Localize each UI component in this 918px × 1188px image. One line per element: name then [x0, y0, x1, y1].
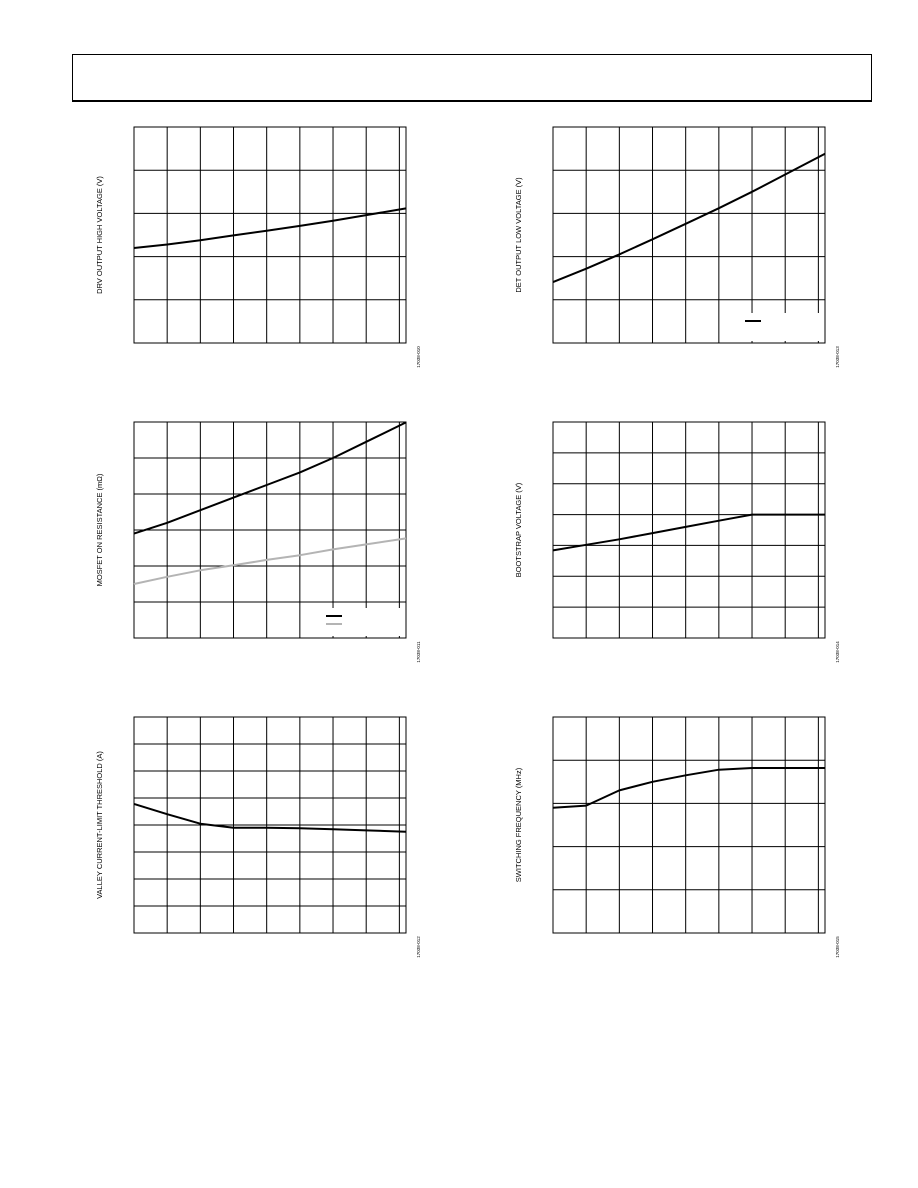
- figure-id: 17038-010: [416, 346, 421, 368]
- series-line-1: [134, 422, 406, 533]
- chart-panel-bootstrap-voltage: [507, 415, 847, 680]
- y-axis-label: SWITCHING FREQUENCY (MHz): [514, 767, 523, 883]
- series-line-1: [553, 154, 825, 282]
- plot-frame: [134, 127, 406, 343]
- plot-frame: [553, 422, 825, 638]
- chart-bootstrap-voltage: [507, 415, 847, 680]
- chart-panel-valley-current-limit-threshold: [88, 710, 428, 970]
- series-line-1: [553, 768, 825, 808]
- chart-panel-drv-output-high-voltage: [88, 120, 428, 380]
- page-header-box: [72, 54, 872, 102]
- chart-panel-mosfet-on-resistance: [88, 415, 428, 680]
- series-line-2: [134, 538, 406, 584]
- chart-mosfet-on-resistance: [88, 415, 428, 680]
- plot-frame: [553, 717, 825, 933]
- chart-switching-frequency: [507, 710, 847, 970]
- figure-id: 17038-014: [835, 641, 840, 663]
- series-line-1: [134, 804, 406, 832]
- y-axis-label: DET OUTPUT LOW VOLTAGE (V): [514, 177, 523, 293]
- figure-id: 17038-012: [416, 936, 421, 958]
- chart-panel-switching-frequency: [507, 710, 847, 970]
- figure-id: 17038-011: [416, 641, 421, 663]
- y-axis-label: MOSFET ON RESISTANCE (mΩ): [95, 473, 104, 587]
- chart-panel-det-output-low-voltage: [507, 120, 847, 380]
- y-axis-label: DRV OUTPUT HIGH VOLTAGE (V): [95, 176, 104, 294]
- figure-id: 17038-013: [835, 346, 840, 368]
- plot-frame: [553, 127, 825, 343]
- series-line-1: [134, 208, 406, 248]
- chart-det-output-low-voltage: [507, 120, 847, 380]
- legend-box: [737, 313, 823, 341]
- chart-drv-output-high-voltage: [88, 120, 428, 380]
- y-axis-label: BOOTSTRAP VOLTAGE (V): [514, 482, 523, 578]
- y-axis-label: VALLEY CURRENT-LIMIT THRESHOLD (A): [95, 751, 104, 899]
- chart-valley-current-limit-threshold: [88, 710, 428, 970]
- legend-box: [318, 608, 404, 636]
- figure-id: 17038-015: [835, 936, 840, 958]
